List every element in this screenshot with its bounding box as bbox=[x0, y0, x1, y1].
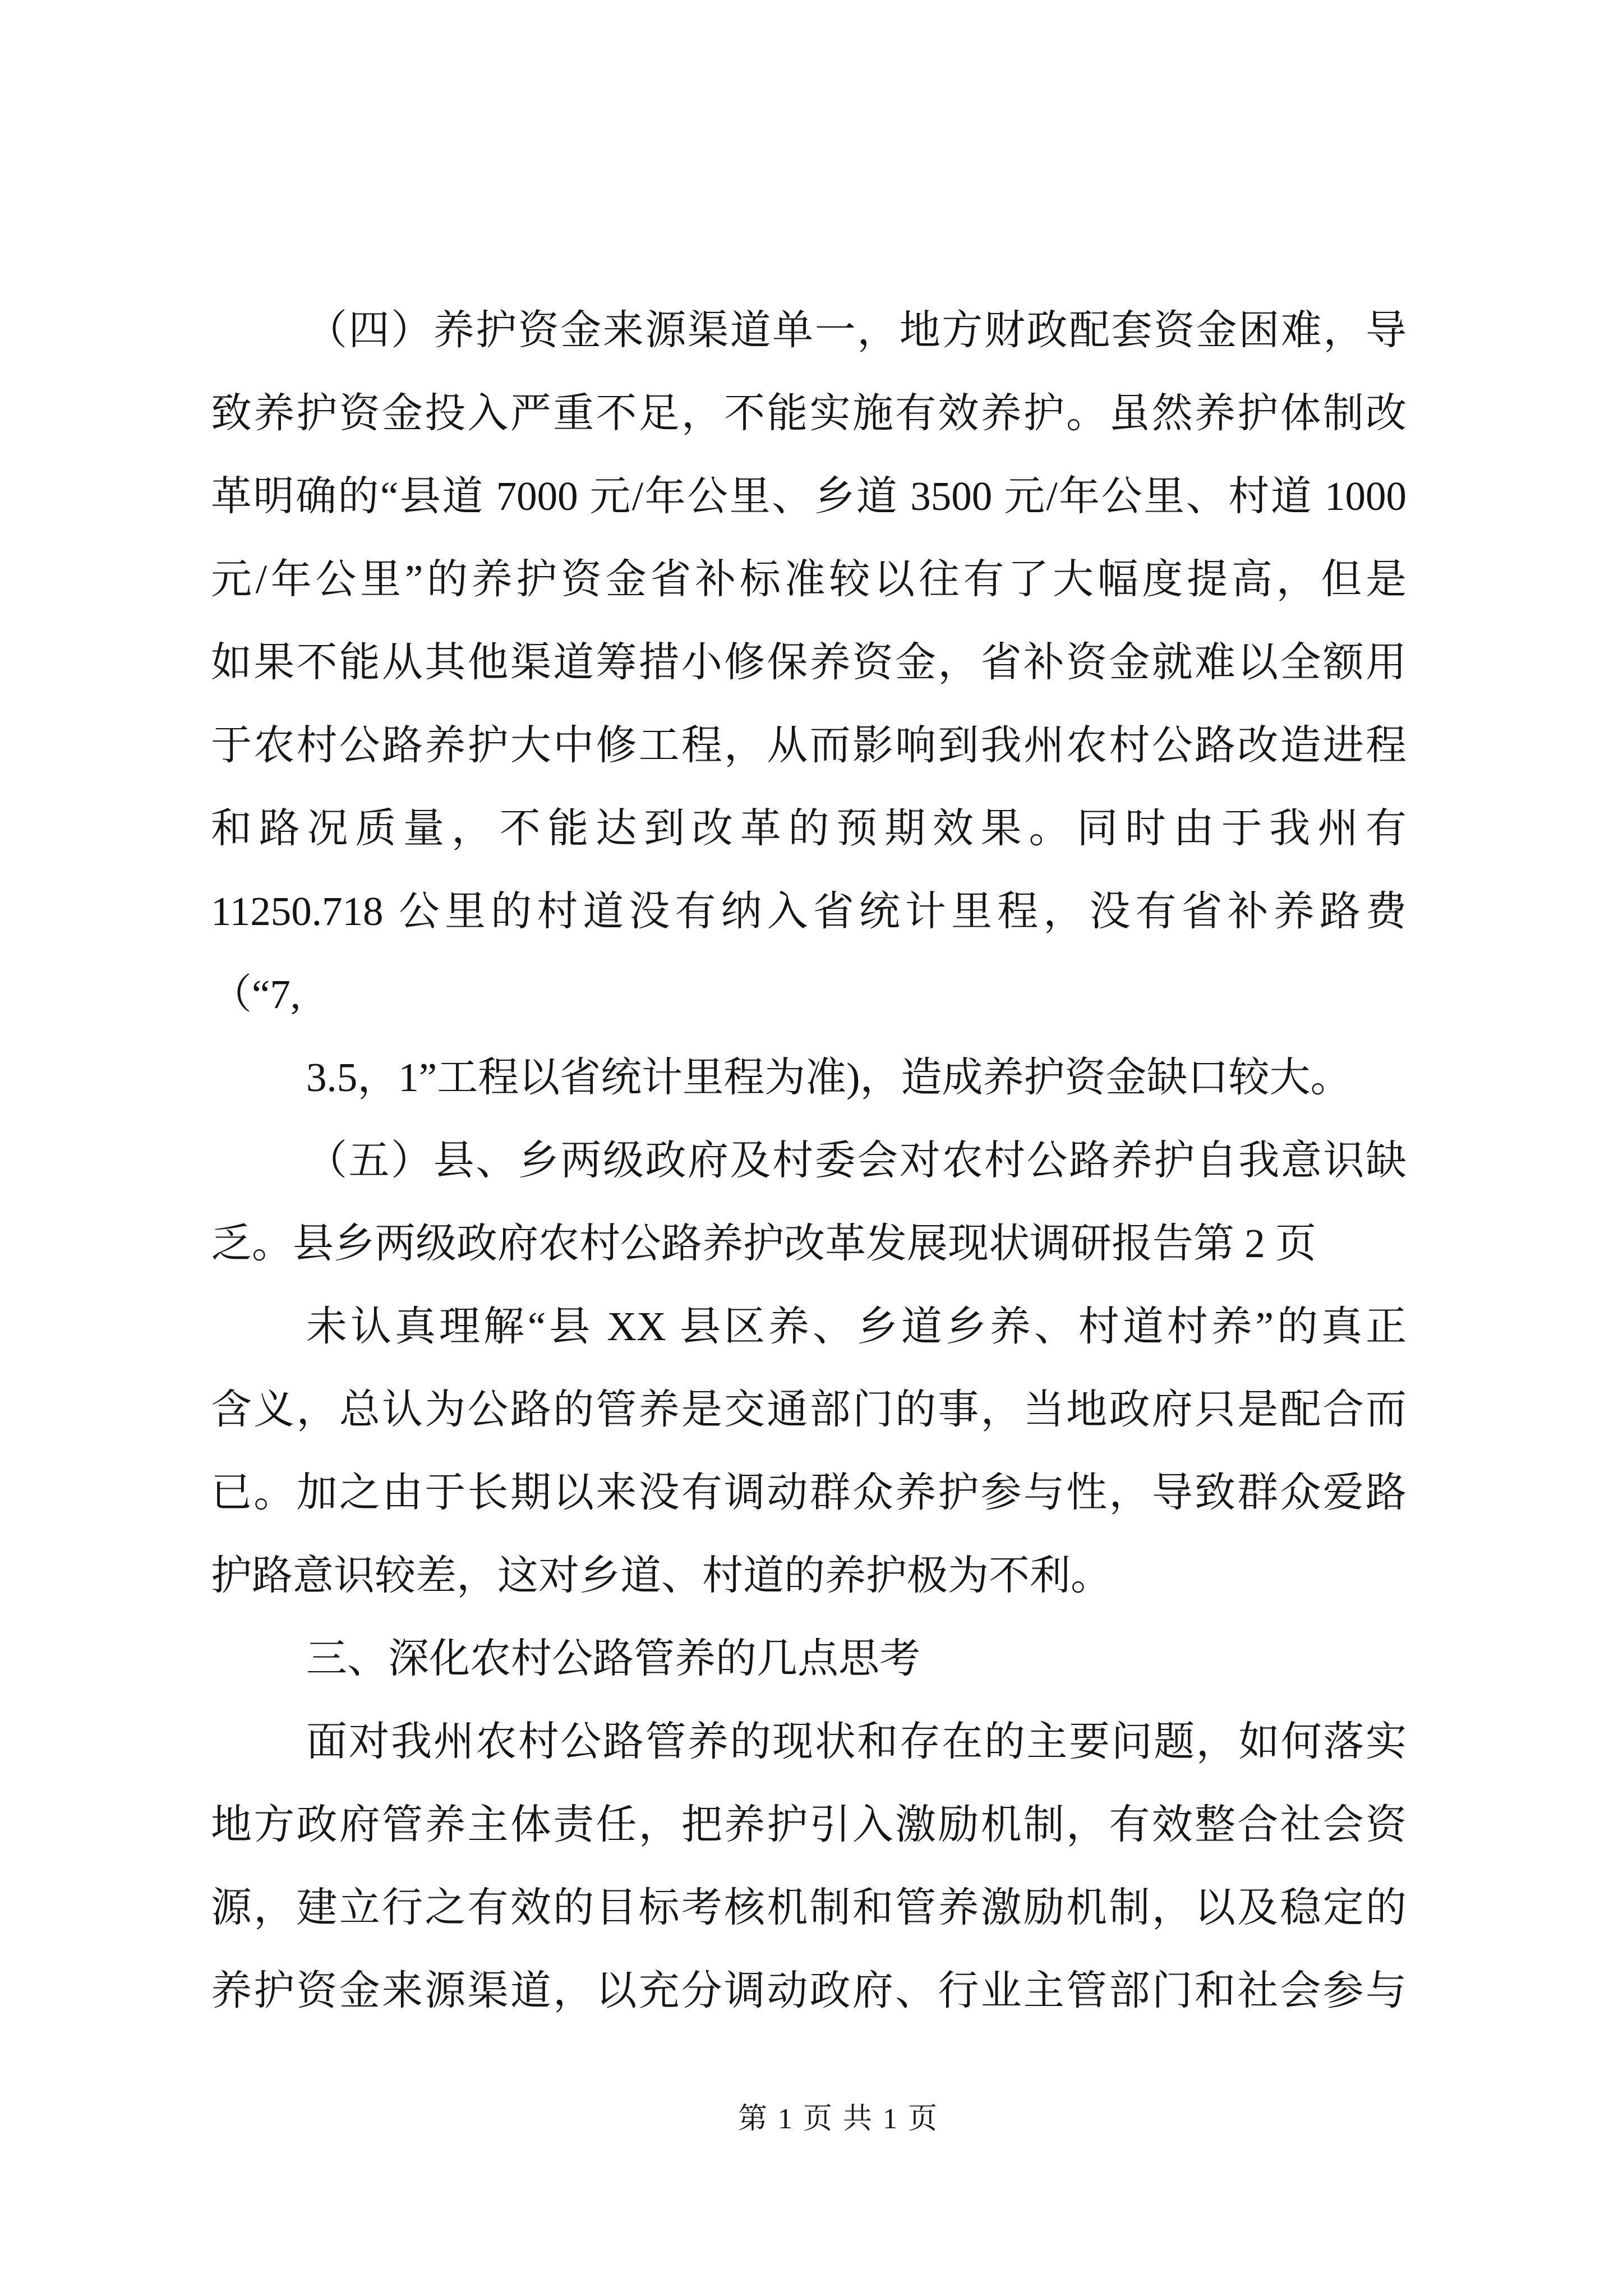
text-line: 养护资金来源渠道，以充分调动政府、行业主管部门和社会参与 bbox=[211, 1968, 1407, 2013]
text-line: 于农村公路养护大中修工程，从而影响到我州农村公路改造进程 bbox=[211, 723, 1407, 768]
text-line: 11250.718 公里的村道没有纳入省统计里程，没有省补养路费 bbox=[211, 889, 1407, 934]
text-line: 致养护资金投入严重不足，不能实施有效养护。虽然养护体制改 bbox=[211, 390, 1407, 436]
text-line: 未认真理解“县 XX 县区养、乡道乡养、村道村养”的真正 bbox=[306, 1304, 1407, 1349]
text-line: （四）养护资金来源渠道单一，地方财政配套资金困难，导 bbox=[306, 307, 1407, 353]
text-line: 地方政府管养主体责任，把养护引入激励机制，有效整合社会资 bbox=[211, 1802, 1407, 1847]
text-line: 含义，总认为公路的管养是交通部门的事，当地政府只是配合而 bbox=[211, 1387, 1407, 1432]
text-line: （五）县、乡两级政府及村委会对农村公路养护自我意识缺 bbox=[306, 1138, 1407, 1183]
paragraph-funding-gap bbox=[211, 1036, 1407, 1119]
text-line: 源，建立行之有效的目标考核机制和管养激励机制，以及稳定的 bbox=[211, 1885, 1407, 1930]
text-line: 3.5，1”工程以省统计里程为准)，造成养护资金缺口较大。 bbox=[306, 1055, 1352, 1100]
text-line: 元/年公里”的养护资金省补标准较以往有了大幅度提高，但是 bbox=[211, 556, 1407, 602]
text-line: 革明确的“县道 7000 元/年公里、乡道 3500 元/年公里、村道 1000 bbox=[211, 473, 1407, 519]
paragraph-reflections bbox=[211, 1700, 1407, 2032]
section-heading bbox=[211, 1617, 1407, 1700]
document-body bbox=[211, 289, 1407, 2032]
text-line: （“7, bbox=[211, 972, 301, 1017]
text-line: 如果不能从其他渠道筹措小修保养资金，省补资金就难以全额用 bbox=[211, 639, 1407, 685]
paragraph-maintenance-funds bbox=[211, 289, 1407, 1036]
text-line: 已。加之由于长期以来没有调动群众养护参与性，导致群众爱路 bbox=[211, 1470, 1407, 1515]
text-line: 乏。县乡两级政府农村公路养护改革发展现状调研报告第 2 页 bbox=[211, 1221, 1316, 1266]
text-line: 护路意识较差，这对乡道、村道的养护极为不利。 bbox=[211, 1553, 1112, 1598]
page-footer: 第 1 页 共 1 页 bbox=[738, 2103, 938, 2135]
text-line: 面对我州农村公路管养的现状和存在的主要问题，如何落实 bbox=[306, 1719, 1407, 1764]
paragraph-local-awareness bbox=[211, 1119, 1407, 1285]
heading-line: 三、深化农村公路管养的几点思考 bbox=[306, 1636, 920, 1681]
text-line: 和路况质量，不能达到改革的预期效果。同时由于我州有 bbox=[211, 806, 1407, 851]
paragraph-understanding bbox=[211, 1285, 1407, 1617]
